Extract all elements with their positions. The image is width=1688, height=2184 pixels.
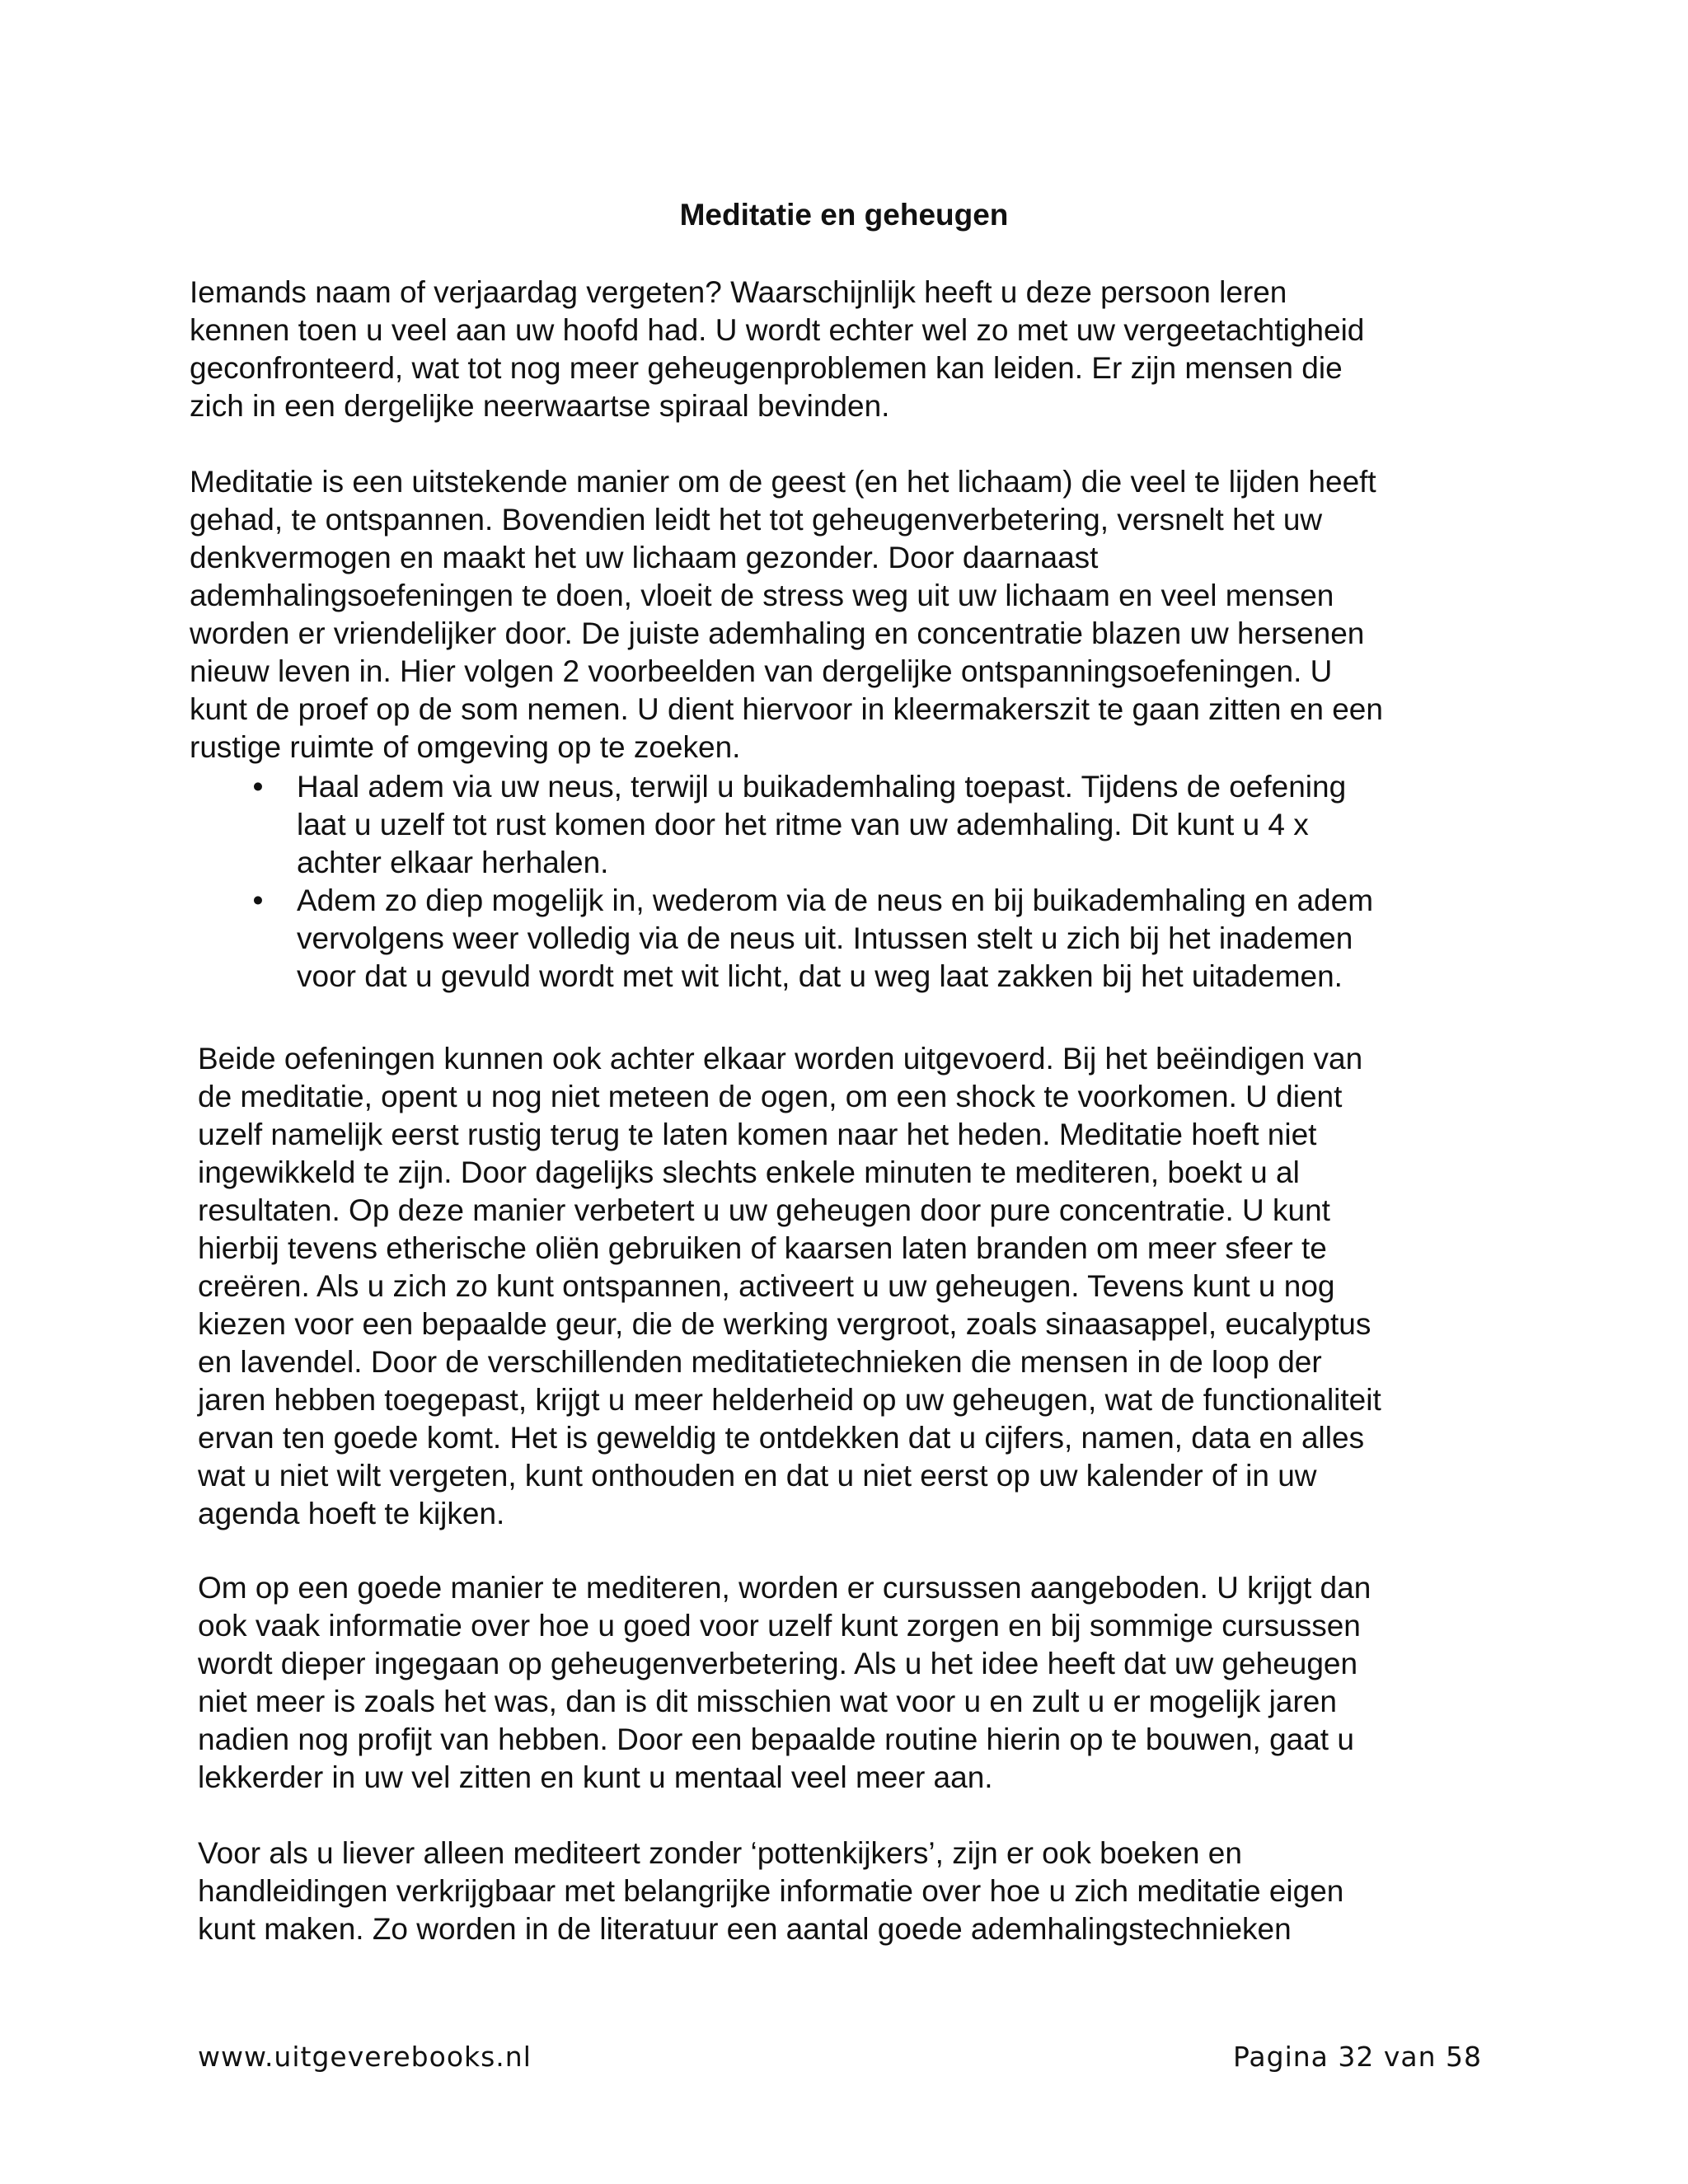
paragraph-line: ervan ten goede komt. Het is geweldig te ontdekken dat u cijfers, namen, data en alles [198,1421,1365,1455]
paragraph-3 [198,1040,1381,1533]
paragraph-line: niet meer is zoals het was, dan is dit misschien wat voor u en zult u er mogelijk jaren [198,1685,1337,1718]
paragraph-line: ingewikkeld te zijn. Door dagelijks slechts enkele minuten te mediteren, boekt u al [198,1155,1300,1189]
bullet-icon: • [252,883,264,917]
paragraph-line: jaren hebben toegepast, krijgt u meer helderheid op uw geheugen, wat de functionaliteit [198,1383,1381,1417]
paragraph-line: geconfronteerd, wat tot nog meer geheugenproblemen kan leiden. Er zijn mensen die [190,351,1343,385]
page-title: Meditatie en geheugen [679,198,1009,232]
paragraph-1 [190,274,1364,425]
paragraph-line: denkvermogen en maakt het uw lichaam gezonder. Door daarnaast [190,541,1099,574]
paragraph-line: Om op een goede manier te mediteren, worden er cursussen aangeboden. U krijgt dan [198,1571,1372,1605]
list-item-line: achter elkaar herhalen. [297,846,609,879]
paragraph-line: kiezen voor een bepaalde geur, die de werking vergroot, zoals sinaasappel, eucalyptus [198,1307,1372,1341]
paragraph-line: de meditatie, opent u nog niet meteen de ogen, om een shock te voorkomen. U dient [198,1080,1343,1113]
paragraph-4 [198,1569,1371,1797]
paragraph-line: Voor als u liever alleen mediteert zonder ‘pottenkijkers’, zijn er ook boeken en [198,1836,1242,1870]
paragraph-line: ademhalingsoefeningen te doen, vloeit de stress weg uit uw lichaam en veel mensen [190,579,1334,612]
paragraph-line: Beide oefeningen kunnen ook achter elkaar worden uitgevoerd. Bij het beëindigen van [198,1042,1363,1076]
paragraph-line: wordt dieper ingegaan op geheugenverbetering. Als u het idee heeft dat uw geheugen [198,1647,1358,1680]
paragraph-line: nadien nog profijt van hebben. Door een bepaalde routine hierin op te bouwen, gaat u [198,1722,1354,1756]
paragraph-line: ook vaak informatie over hoe u goed voor uzelf kunt zorgen en bij sommige cursussen [198,1609,1361,1643]
paragraph-line: en lavendel. Door de verschillenden meditatietechnieken die mensen in de loop der [198,1345,1322,1379]
paragraph-line: uzelf namelijk eerst rustig terug te laten komen naar het heden. Meditatie hoeft niet [198,1118,1317,1151]
paragraph-2 [190,463,1383,766]
exercise-list [190,768,1373,996]
paragraph-line: agenda hoeft te kijken. [198,1497,505,1530]
paragraph-line: Iemands naam of verjaardag vergeten? Waarschijnlijk heeft u deze persoon leren [190,275,1287,309]
paragraph-line: hierbij tevens etherische oliën gebruiken of kaarsen laten branden om meer sfeer te [198,1231,1327,1265]
paragraph-line: handleidingen verkrijgbaar met belangrijke informatie over hoe u zich meditatie eigen [198,1874,1344,1908]
bullet-icon: • [252,770,264,804]
paragraph-line: rustige ruimte of omgeving op te zoeken. [190,730,741,764]
paragraph-line: Meditatie is een uitstekende manier om de geest (en het lichaam) die veel te lijden heeft [190,465,1376,499]
paragraph-line: gehad, te ontspannen. Bovendien leidt het tot geheugenverbetering, versnelt het uw [190,503,1323,537]
paragraph-5 [198,1835,1343,1948]
paragraph-line: resultaten. Op deze manier verbetert u uw geheugen door pure concentratie. U kunt [198,1193,1330,1227]
paragraph-line: kennen toen u veel aan uw hoofd had. U wordt echter wel zo met uw vergeetachtigheid [190,313,1365,347]
footer-website: www.uitgeverebooks.nl [198,2041,532,2073]
paragraph-line: kunt maken. Zo worden in de literatuur een aantal goede ademhalingstechnieken [198,1912,1292,1946]
paragraph-line: nieuw leven in. Hier volgen 2 voorbeelden van dergelijke ontspanningsoefeningen. U [190,654,1333,688]
list-item [190,768,1373,882]
paragraph-line: kunt de proef op de som nemen. U dient hiervoor in kleermakerszit te gaan zitten en een [190,692,1383,726]
paragraph-line: lekkerder in uw vel zitten en kunt u mentaal veel meer aan. [198,1760,993,1794]
list-item-line: laat u uzelf tot rust komen door het ritme van uw ademhaling. Dit kunt u 4 x [297,808,1309,841]
paragraph-line: zich in een dergelijke neerwaartse spiraal bevinden. [190,389,890,423]
list-item-line: Haal adem via uw neus, terwijl u buikademhaling toepast. Tijdens de oefening [297,770,1347,804]
list-item [190,882,1373,996]
paragraph-line: worden er vriendelijker door. De juiste ademhaling en concentratie blazen uw hersenen [190,616,1365,650]
paragraph-line: creëren. Als u zich zo kunt ontspannen, activeert u uw geheugen. Tevens kunt u nog [198,1269,1335,1303]
list-item-line: voor dat u gevuld wordt met wit licht, dat u weg laat zakken bij het uitademen. [297,959,1343,993]
list-item-line: vervolgens weer volledig via de neus uit. Intussen stelt u zich bij het inademen [297,921,1353,955]
list-item-line: Adem zo diep mogelijk in, wederom via de neus en bij buikademhaling en adem [297,883,1374,917]
paragraph-line: wat u niet wilt vergeten, kunt onthouden en dat u niet eerst op uw kalender of in uw [198,1459,1317,1493]
footer-page-number: Pagina 32 van 58 [1232,2041,1482,2073]
